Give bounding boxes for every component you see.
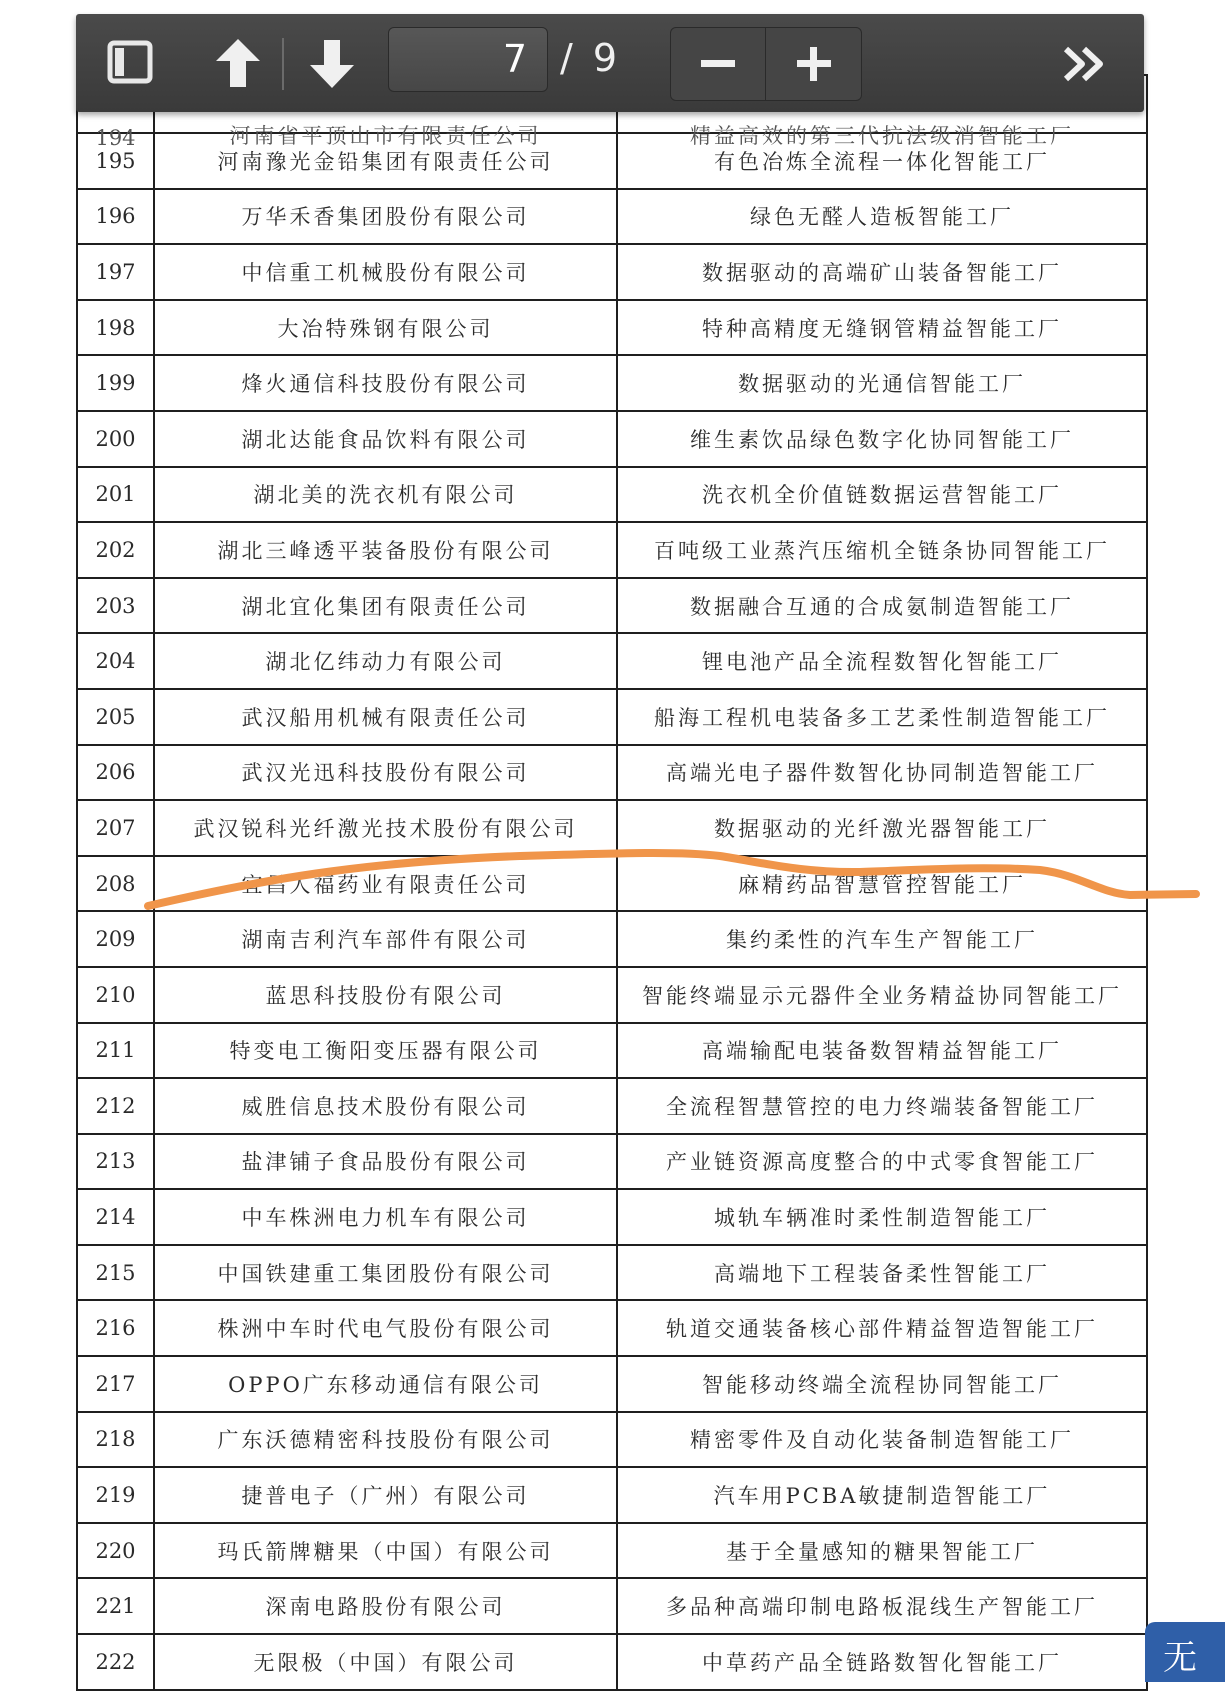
table-row bbox=[77, 800, 1147, 856]
project-name: 城轨车辆准时柔性制造智能工厂 bbox=[617, 1189, 1147, 1245]
company-name: 中信重工机械股份有限公司 bbox=[154, 244, 617, 300]
company-name: 中车株洲电力机车有限公司 bbox=[154, 1189, 617, 1245]
row-number: 194 bbox=[77, 75, 154, 133]
project-name: 高端地下工程装备柔性智能工厂 bbox=[617, 1245, 1147, 1301]
minus-icon bbox=[701, 60, 735, 68]
row-number: 222 bbox=[77, 1634, 154, 1690]
project-name: 百吨级工业蒸汽压缩机全链条协同智能工厂 bbox=[617, 522, 1147, 578]
row-number: 210 bbox=[77, 967, 154, 1023]
project-name: 洗衣机全价值链数据运营智能工厂 bbox=[617, 467, 1147, 523]
table-row bbox=[77, 745, 1147, 801]
company-name: 盐津铺子食品股份有限公司 bbox=[154, 1134, 617, 1190]
table-row bbox=[77, 1134, 1147, 1190]
company-name: 武汉船用机械有限责任公司 bbox=[154, 689, 617, 745]
floating-corner-button[interactable]: 无 bbox=[1145, 1622, 1225, 1682]
row-number: 218 bbox=[77, 1412, 154, 1468]
table-row bbox=[77, 1356, 1147, 1412]
project-name: 智能终端显示元器件全业务精益协同智能工厂 bbox=[617, 967, 1147, 1023]
row-number: 197 bbox=[77, 244, 154, 300]
table-row bbox=[77, 244, 1147, 300]
company-name: 湖北亿纬动力有限公司 bbox=[154, 633, 617, 689]
table-row bbox=[77, 1578, 1147, 1634]
zoom-controls bbox=[670, 27, 862, 101]
table-row bbox=[77, 633, 1147, 689]
document-table bbox=[76, 74, 1148, 1691]
table-row bbox=[77, 1467, 1147, 1523]
row-number: 215 bbox=[77, 1245, 154, 1301]
company-name: 河南省平顶山市有限责任公司 bbox=[154, 75, 617, 133]
company-name: 湖南吉利汽车部件有限公司 bbox=[154, 911, 617, 967]
table-row bbox=[77, 1189, 1147, 1245]
project-name: 绿色无醛人造板智能工厂 bbox=[617, 189, 1147, 245]
company-name: 株洲中车时代电气股份有限公司 bbox=[154, 1300, 617, 1356]
company-name: 大冶特殊钢有限公司 bbox=[154, 300, 617, 356]
project-name: 精密零件及自动化装备制造智能工厂 bbox=[617, 1412, 1147, 1468]
project-name: 多品种高端印制电路板混线生产智能工厂 bbox=[617, 1578, 1147, 1634]
table-row bbox=[77, 1245, 1147, 1301]
company-name: 烽火通信科技股份有限公司 bbox=[154, 355, 617, 411]
table-row bbox=[77, 856, 1147, 912]
company-name: 武汉光迅科技股份有限公司 bbox=[154, 745, 617, 801]
project-name: 数据驱动的光通信智能工厂 bbox=[617, 355, 1147, 411]
project-name: 轨道交通装备核心部件精益智造智能工厂 bbox=[617, 1300, 1147, 1356]
row-number: 219 bbox=[77, 1467, 154, 1523]
table-row bbox=[77, 911, 1147, 967]
company-name: 深南电路股份有限公司 bbox=[154, 1578, 617, 1634]
project-name: 数据融合互通的合成氨制造智能工厂 bbox=[617, 578, 1147, 634]
company-name: 湖北美的洗衣机有限公司 bbox=[154, 467, 617, 523]
row-number: 212 bbox=[77, 1078, 154, 1134]
company-name: 湖北三峰透平装备股份有限公司 bbox=[154, 522, 617, 578]
project-name: 汽车用PCBA敏捷制造智能工厂 bbox=[617, 1467, 1147, 1523]
table-row bbox=[77, 411, 1147, 467]
table-row bbox=[77, 467, 1147, 523]
table-row bbox=[77, 355, 1147, 411]
pdf-viewer-toolbar bbox=[76, 14, 1144, 112]
row-number: 217 bbox=[77, 1356, 154, 1412]
arrow-up-icon bbox=[213, 37, 263, 91]
company-name: 广东沃德精密科技股份有限公司 bbox=[154, 1412, 617, 1468]
company-name: 特变电工衡阳变压器有限公司 bbox=[154, 1023, 617, 1079]
row-number: 209 bbox=[77, 911, 154, 967]
row-number: 214 bbox=[77, 1189, 154, 1245]
row-number: 208 bbox=[77, 856, 154, 912]
company-name: 中国铁建重工集团股份有限公司 bbox=[154, 1245, 617, 1301]
company-name: 万华禾香集团股份有限公司 bbox=[154, 189, 617, 245]
previous-page-button[interactable] bbox=[208, 34, 268, 94]
sidebar-icon bbox=[107, 39, 153, 85]
page-count-label: / 9 bbox=[560, 36, 622, 80]
row-number: 216 bbox=[77, 1300, 154, 1356]
company-name: 威胜信息技术股份有限公司 bbox=[154, 1078, 617, 1134]
row-number: 196 bbox=[77, 189, 154, 245]
project-name: 全流程智慧管控的电力终端装备智能工厂 bbox=[617, 1078, 1147, 1134]
table-row bbox=[77, 689, 1147, 745]
company-name: 无限极（中国）有限公司 bbox=[154, 1634, 617, 1690]
row-number: 201 bbox=[77, 467, 154, 523]
table-row bbox=[77, 1300, 1147, 1356]
more-tools-button[interactable] bbox=[1056, 36, 1116, 92]
project-name: 高端光电子器件数智化协同制造智能工厂 bbox=[617, 745, 1147, 801]
row-number: 220 bbox=[77, 1523, 154, 1579]
next-page-button[interactable] bbox=[302, 34, 362, 94]
double-chevron-right-icon bbox=[1062, 44, 1110, 84]
project-name: 中草药产品全链路数智化智能工厂 bbox=[617, 1634, 1147, 1690]
table-row bbox=[77, 189, 1147, 245]
company-name: 玛氏箭牌糖果（中国）有限公司 bbox=[154, 1523, 617, 1579]
table-row bbox=[77, 1634, 1147, 1690]
plus-icon bbox=[797, 47, 831, 81]
row-number: 204 bbox=[77, 633, 154, 689]
project-name: 特种高精度无缝钢管精益智能工厂 bbox=[617, 300, 1147, 356]
company-name: 武汉锐科光纤激光技术股份有限公司 bbox=[154, 800, 617, 856]
arrow-down-icon bbox=[307, 37, 357, 91]
row-number: 202 bbox=[77, 522, 154, 578]
row-number: 207 bbox=[77, 800, 154, 856]
project-name: 产业链资源高度整合的中式零食智能工厂 bbox=[617, 1134, 1147, 1190]
zoom-out-button[interactable] bbox=[671, 28, 765, 100]
table-row bbox=[77, 578, 1147, 634]
table-body bbox=[77, 75, 1147, 1690]
row-number: 199 bbox=[77, 355, 154, 411]
project-name: 有色冶炼全流程一体化智能工厂 bbox=[617, 133, 1147, 189]
company-name: 湖北达能食品饮料有限公司 bbox=[154, 411, 617, 467]
row-number: 205 bbox=[77, 689, 154, 745]
company-name: 湖北宜化集团有限责任公司 bbox=[154, 578, 617, 634]
project-name: 船海工程机电装备多工艺柔性制造智能工厂 bbox=[617, 689, 1147, 745]
toolbar-separator bbox=[282, 38, 284, 90]
table-row bbox=[77, 522, 1147, 578]
row-number: 198 bbox=[77, 300, 154, 356]
company-name: 河南豫光金铅集团有限责任公司 bbox=[154, 133, 617, 189]
table-row bbox=[77, 967, 1147, 1023]
project-name: 数据驱动的高端矿山装备智能工厂 bbox=[617, 244, 1147, 300]
row-number: 211 bbox=[77, 1023, 154, 1079]
row-number: 195 bbox=[77, 133, 154, 189]
company-name: OPPO广东移动通信有限公司 bbox=[154, 1356, 617, 1412]
table-row bbox=[77, 300, 1147, 356]
project-name: 集约柔性的汽车生产智能工厂 bbox=[617, 911, 1147, 967]
table-row bbox=[77, 1412, 1147, 1468]
table-row bbox=[77, 1078, 1147, 1134]
company-name: 捷普电子（广州）有限公司 bbox=[154, 1467, 617, 1523]
project-name: 智能移动终端全流程协同智能工厂 bbox=[617, 1356, 1147, 1412]
project-name: 基于全量感知的糖果智能工厂 bbox=[617, 1523, 1147, 1579]
row-number: 221 bbox=[77, 1578, 154, 1634]
table-row bbox=[77, 1523, 1147, 1579]
row-number: 206 bbox=[77, 745, 154, 801]
company-name: 蓝思科技股份有限公司 bbox=[154, 967, 617, 1023]
sidebar-toggle-button[interactable] bbox=[102, 34, 158, 90]
table-row bbox=[77, 1023, 1147, 1079]
project-name: 高端输配电装备数智精益智能工厂 bbox=[617, 1023, 1147, 1079]
zoom-in-button[interactable] bbox=[766, 28, 861, 100]
project-name: 维生素饮品绿色数字化协同智能工厂 bbox=[617, 411, 1147, 467]
row-number: 203 bbox=[77, 578, 154, 634]
project-name: 数据驱动的光纤激光器智能工厂 bbox=[617, 800, 1147, 856]
project-name: 麻精药品智慧管控智能工厂 bbox=[617, 856, 1147, 912]
row-number: 200 bbox=[77, 411, 154, 467]
project-name: 精益高效的第三代抗法级消智能工厂 bbox=[617, 75, 1147, 133]
page-number-input[interactable]: 7 bbox=[388, 27, 548, 92]
company-name: 宜昌人福药业有限责任公司 bbox=[154, 856, 617, 912]
row-number: 213 bbox=[77, 1134, 154, 1190]
project-name: 锂电池产品全流程数智化智能工厂 bbox=[617, 633, 1147, 689]
